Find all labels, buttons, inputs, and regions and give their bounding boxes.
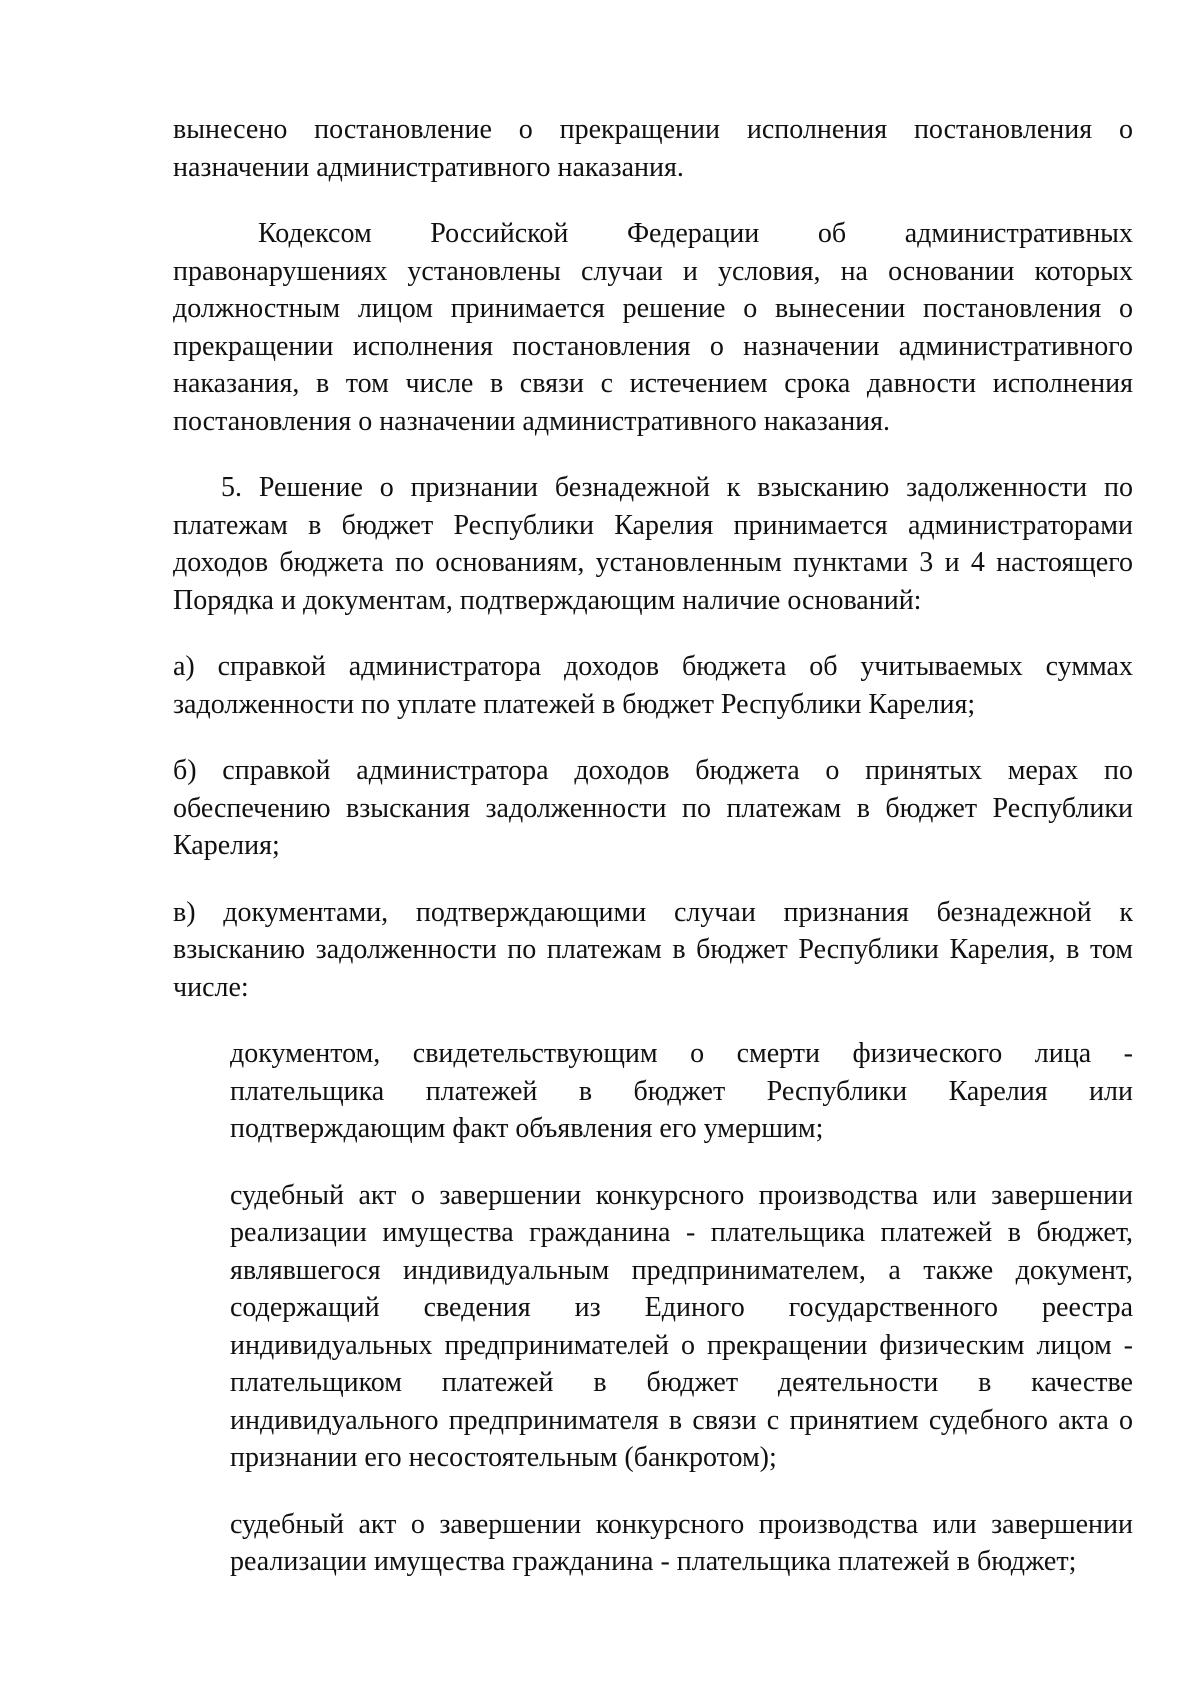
paragraph-subitem-v: в) документами, подтверждающими случаи признания безнадежной к взысканию задолженности по платежам в бюджет Республики Карелия, в том числе: — [173, 896, 1133, 1003]
list-item-bankruptcy-entrepreneur: судебный акт о завершении конкурсного производства или завершении реализации имущества гражданина - плательщика платежей в бюджет, являвшегося индивидуальным предпринимателем, а также документ, содержащий сведения из Единого государственного реестра индивидуальных предпринимателей о прекращении физическим лицом - плательщиком платежей в бюджет деятельности в качестве индивидуального предпринимателя в связи с принятием судебного акта о признании его несостоятельным (банкротом); — [230, 1179, 1133, 1473]
list-item-bankruptcy-citizen: судебный акт о завершении конкурсного производства или завершении реализации имущества гражданина - плательщика платежей в бюджет; — [230, 1508, 1133, 1577]
paragraph-koap: Кодексом Российской Федерации об административных правонарушениях установлены случаи и условия, на основании которых должностным лицом принимается решение о вынесении постановления о прекращении исполнения постановления о назначении административного наказания, в том числе в связи с истечением срока давности исполнения постановления о назначении административного наказания. — [173, 218, 1133, 437]
paragraph-subitem-b: б) справкой администратора доходов бюджета о принятых мерах по обеспечению взыскания задолженности по платежам в бюджет Республики Карелия; — [173, 755, 1133, 861]
paragraph-continuation: вынесено постановление о прекращении исполнения постановления о назначении административного наказания. — [173, 114, 1133, 183]
supporting-documents-list — [230, 1035, 1133, 1581]
list-item-death-document: документом, свидетельствующим о смерти физического лица - плательщика платежей в бюджет Республики Карелия или подтверждающим факт объявления его умершим; — [230, 1038, 1133, 1144]
paragraph-item-5: 5. Решение о признании безнадежной к взысканию задолженности по платежам в бюджет Республики Карелия принимается администраторами доходов бюджета по основаниям, установленным пунктами 3 и 4 настоящего Порядка и документам, подтверждающим наличие оснований: — [173, 472, 1133, 616]
paragraph-subitem-a: а) справкой администратора доходов бюджета об учитываемых суммах задолженности по уплате платежей в бюджет Республики Карелия; — [173, 651, 1133, 720]
document-body — [173, 111, 1133, 1610]
